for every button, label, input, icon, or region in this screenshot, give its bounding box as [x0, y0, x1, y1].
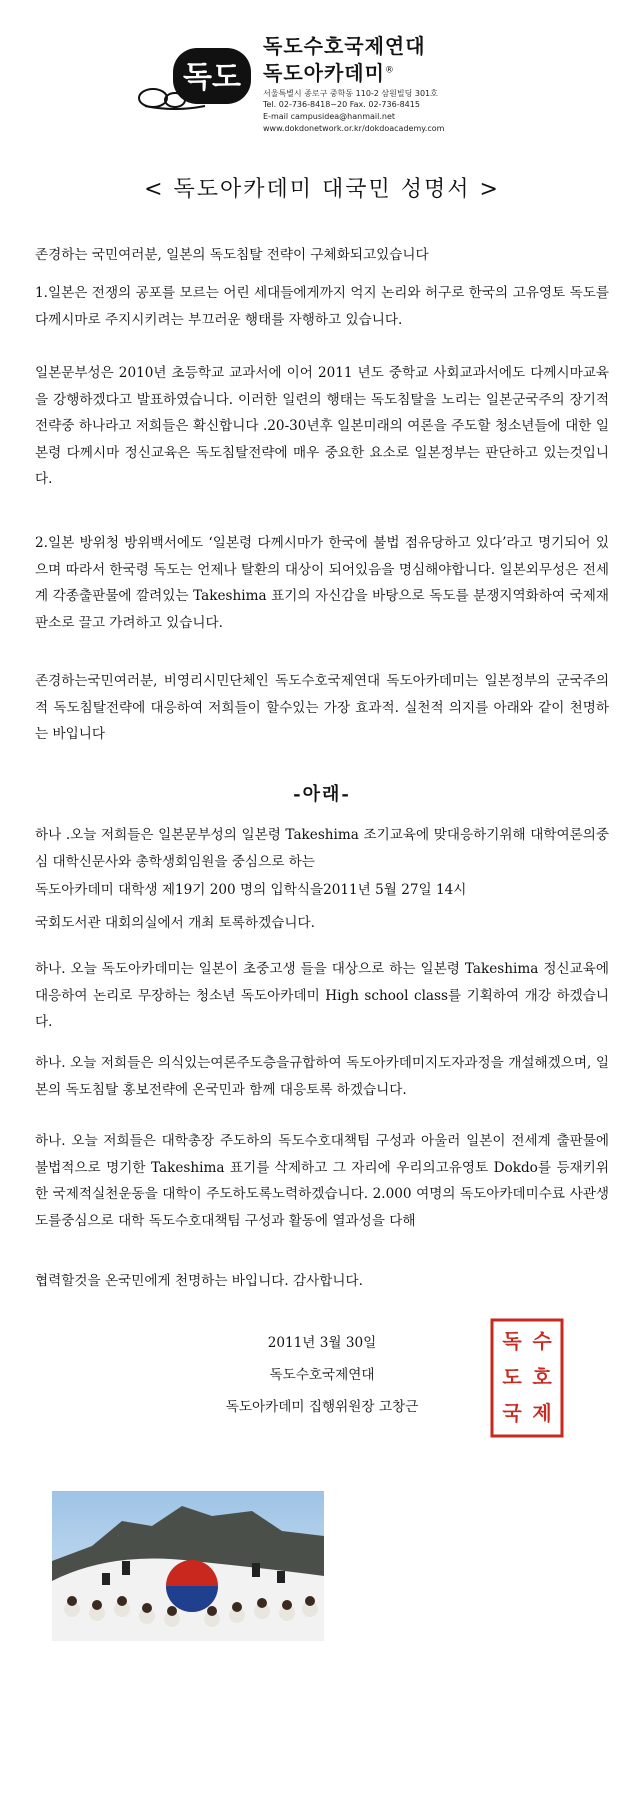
- paragraph-3: 2.일본 방위청 방위백서에도 ‘일본령 다께시마가 한국에 불법 점유당하고 있다’라고 명기되어 있으며 따라서 한국령 독도는 언제나 탈환의 대상이 되어있음을 명심해야합니다. 일본외무성은 전세계 각종출판물에 깔려있는 Takeshima 표기의 자신감을 바탕으로 독도를 분쟁지역화하여 국제재판소로 끌고 가려하고 있습니다.: [35, 535, 609, 631]
- address: 서울특별시 종로구 중학동 110-2 삼원빌딩 301호: [263, 89, 438, 98]
- paragraph-resolution-4: 하나. 오늘 저희들은 대학총장 주도하의 독도수호대책팀 구성과 아울러 일본이 전세계 출판물에 불법적으로 명기한 Takeshima 표기를 삭제하고 그 자리에 우리의고유영토 Dokdo를 등재키위한 국제적실천운동을 대학이 주도하도록노력하겠습니다. 2.000 여명의 독도아카데미수료 사관생도를중심으로 대학 독도수호대책팀 구성과 활동에 열과성을 다해: [35, 1133, 609, 1229]
- phone-fax: Tel. 02-736-8418~20 Fax. 02-736-8415: [263, 100, 420, 109]
- svg-text:제: 제: [532, 1401, 552, 1425]
- paragraph-resolution-1: 하나 .오늘 저희들은 일본문부성의 일본령 Takeshima 조기교육에 맞대응하기위해 대학여론의중심 대학신문사와 총학생회임원을 중심으로 하는: [35, 827, 609, 870]
- paragraph-greeting: 존경하는 국민여러분, 일본의 독도침탈 전략이 구체화되고있습니다: [35, 247, 429, 263]
- registered-mark: ®: [384, 65, 395, 76]
- paragraph-resolution-1c: 국회도서관 대회의실에서 개최 토록하겠습니다.: [35, 915, 315, 931]
- below-heading: -아래-: [293, 784, 351, 805]
- website: www.dokdonetwork.or.kr/dokdoacademy.com: [263, 124, 445, 133]
- paragraph-resolution-1b: 독도아카데미 대학생 제19기 200 명의 입학식을2011년 5월 27일 14시: [35, 882, 467, 898]
- email: E-mail campusidea@hanmail.net: [263, 112, 396, 121]
- signature-org: 독도수호국제연대: [269, 1367, 375, 1383]
- signature-date: 2011년 3월 30일: [267, 1335, 377, 1351]
- paragraph-resolution-3: 하나. 오늘 저희들은 의식있는여론주도층을규합하여 독도아카데미지도자과정을 개설해겠으며, 일본의 독도침탈 홍보전략에 온국민과 함께 대응토록 하겠습니다.: [35, 1055, 609, 1098]
- org-name-line1: 독도수호국제연대: [263, 34, 426, 58]
- paragraph-4: 존경하는국민여러분, 비영리시민단체인 독도수호국제연대 독도아카데미는 일본정부의 군국주의적 독도침탈전략에 대응하여 저희들이 할수있는 가장 효과적. 실천적 의지를 아래와 같이 천명하는 바입니다: [35, 673, 609, 742]
- org-name-line2: 독도아카데미®: [263, 61, 395, 85]
- paragraph-closing: 협력할것을 온국민에게 천명하는 바입니다. 감사합니다.: [35, 1273, 363, 1289]
- official-seal: [490, 1318, 564, 1438]
- paragraph-resolution-2: 하나. 오늘 독도아카데미는 일본이 초중고생 들을 대상으로 하는 일본령 Takeshima 정신교육에 대응하여 논리로 무장하는 청소년 독도아카데미 High school class를 기획하여 개강 하겠습니다.: [35, 961, 609, 1030]
- logo-text: 독도: [183, 60, 241, 95]
- svg-text:국: 국: [502, 1401, 522, 1425]
- svg-text:호: 호: [532, 1365, 552, 1389]
- paragraph-1: 1.일본은 전쟁의 공포를 모르는 어린 세대들에게까지 억지 논리와 허구로 한국의 고유영토 독도를 다께시마로 주지시키려는 부끄러운 행태를 자행하고 있습니다.: [35, 285, 609, 328]
- statement-title: < 독도아카데미 대국민 성명서 >: [144, 177, 500, 202]
- svg-text:도: 도: [502, 1365, 522, 1389]
- svg-text:독: 독: [502, 1329, 522, 1353]
- paragraph-2: 일본문부성은 2010년 초등학교 교과서에 이어 2011 년도 중학교 사회교과서에도 다께시마교육을 강행하겠다고 발표하였습니다. 이러한 일련의 행태는 독도침탈을 노리는 일본군국주의 장기적 전략중 하나라고 저희들은 확신합니다 .20-30년후 일본미래의 여론을 주도할 청소년들에 대한 일본령 다께시마 정신교육은 독도침탈전략에 매우 중요한 요소로 일본정부는 판단하고 있는것입니다.: [35, 365, 609, 487]
- letterhead: [135, 22, 475, 147]
- signature-name: 독도아카데미 집행위원장 고창근: [225, 1399, 419, 1415]
- group-photo: [52, 1491, 324, 1641]
- dokdo-logo: [135, 40, 255, 120]
- svg-text:수: 수: [532, 1329, 552, 1353]
